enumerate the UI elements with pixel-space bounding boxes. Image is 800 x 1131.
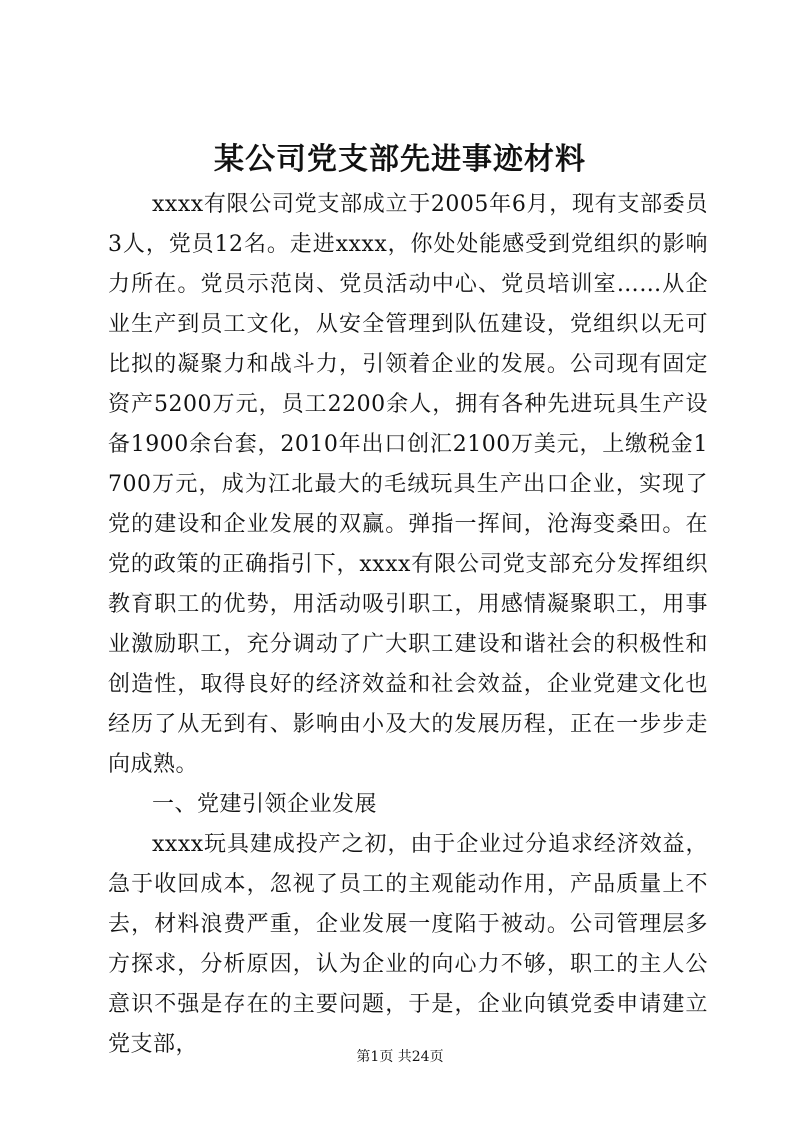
page-footer: 第1页 共24页 bbox=[356, 1049, 444, 1065]
section-heading: 一、党建引领企业发展 bbox=[152, 792, 378, 817]
intro-paragraph: xxxx有限公司党支部成立于2005年6月，现有支部委员3人，党员12名。走进xxxx，你处处能感受到党组织的影响力所在。党员示范岗、党员活动中心、党员培训室……从企业生产到员工文化，从安全管理到队伍建设，党组织以无可比拟的凝聚力和战斗力，引领着企业的发展。公司现有固定资产5200万元，员工2200余人，拥有各种先进玩具生产设备1900余台套，2010年出口创汇2100万美元，上缴税金1700万元，成为江北最大的毛绒玩具生产出口企业，实现了党的建设和企业发展的双赢。弹指一挥间，沧海变桑田。在党的政策的正确指引下，xxxx有限公司党支部充分发挥组织教育职工的优势，用活动吸引职工，用感情凝聚职工，用事业激励职工，充分调动了广大职工建设和谐社会的积极性和创造性，取得良好的经济效益和社会效益，企业党建文化也经历了从无到有、影响由小及大的发展历程，正在一步步走向成熟。 bbox=[108, 192, 708, 777]
document-title: 某公司党支部先进事迹材料 bbox=[214, 142, 586, 177]
section-paragraph: xxxx玩具建成投产之初，由于企业过分追求经济效益，急于收回成本，忽视了员工的主观能动作用，产品质量上不去，材料浪费严重，企业发展一度陷于被动。公司管理层多方探求，分析原因，认为企业的向心力不够，职工的主人公意识不强是存在的主要问题，于是，企业向镇党委申请建立党支部， bbox=[108, 832, 708, 1057]
document-body bbox=[108, 185, 708, 1065]
